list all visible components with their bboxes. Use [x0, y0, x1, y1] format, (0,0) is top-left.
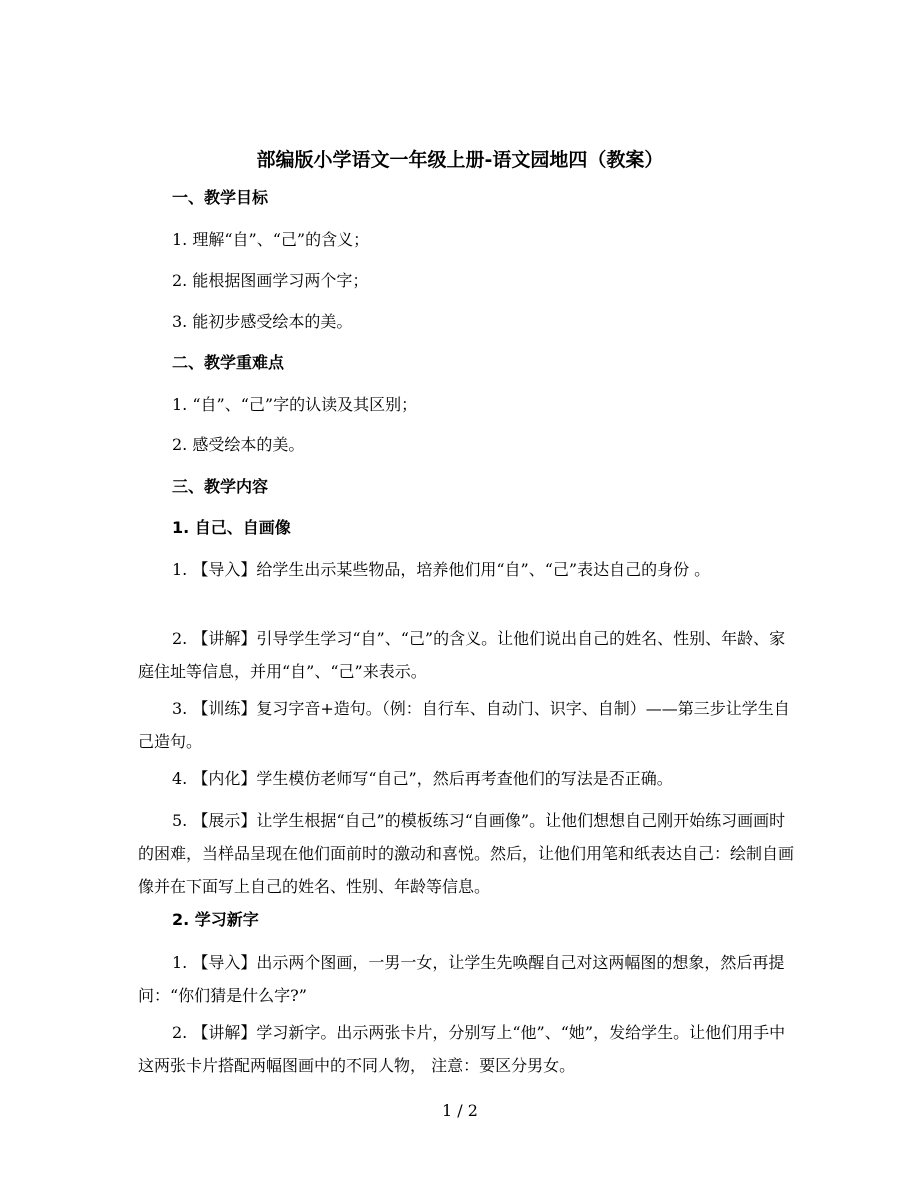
subsection-heading-self-portrait: 1. 自己、自画像: [172, 518, 291, 537]
key-point-item: 1. “自”、“己”字的认读及其区别；: [172, 395, 418, 414]
lesson-paragraph: 1. 【导入】出示两个图画，一男一女，让学生先唤醒自己对这两幅图的想象，然后再提问：“你们猜是什么字?”: [138, 953, 785, 1005]
page-number: 1 / 2: [442, 1101, 478, 1120]
lesson-paragraph: 4. 【内化】学生模仿老师写“自己”，然后再考查他们的写法是否正确。: [172, 769, 673, 788]
lesson-paragraph: 1. 【导入】给学生出示某些物品，培养他们用“自”、“己”表达自己的身份 。: [172, 560, 711, 579]
lesson-paragraph: 5. 【展示】让学生根据“自己”的模板练习“自画像”。让他们想想自己刚开始练习画画时的困难，当样品呈现在他们面前时的激动和喜悦。然后，让他们用笔和纸表达自己：绘制自画像并在下面写上自己的姓名、性别、年龄等信息。: [138, 811, 795, 896]
section-heading-objectives: 一、教学目标: [172, 188, 269, 207]
objective-item: 3. 能初步感受绘本的美。: [172, 312, 353, 331]
key-point-item: 2. 感受绘本的美。: [172, 435, 305, 454]
section-heading-content: 三、教学内容: [172, 477, 269, 496]
lesson-paragraph: 3. 【训练】复习字音+造句。（例：自行车、自动门、识字、自制）——第三步让学生自己造句。: [138, 699, 790, 751]
document-title: 部编版小学语文一年级上册-语文园地四（教案）: [256, 149, 664, 171]
subsection-heading-new-characters: 2. 学习新字: [172, 910, 259, 929]
lesson-paragraph: 2. 【讲解】学习新字。出示两张卡片，分别写上“他”、“她”，发给学生。让他们用手中这两张卡片搭配两幅图画中的不同人物， 注意：要区分男女。: [138, 1023, 786, 1075]
objective-item: 2. 能根据图画学习两个字；: [172, 271, 369, 290]
objective-item: 1. 理解“自”、“己”的含义；: [172, 230, 370, 249]
section-heading-key-points: 二、教学重难点: [172, 353, 285, 372]
lesson-paragraph: 2. 【讲解】引导学生学习“自”、“己”的含义。让他们说出自己的姓名、性别、年龄、家庭住址等信息，并用“自”、“己”来表示。: [138, 629, 786, 681]
